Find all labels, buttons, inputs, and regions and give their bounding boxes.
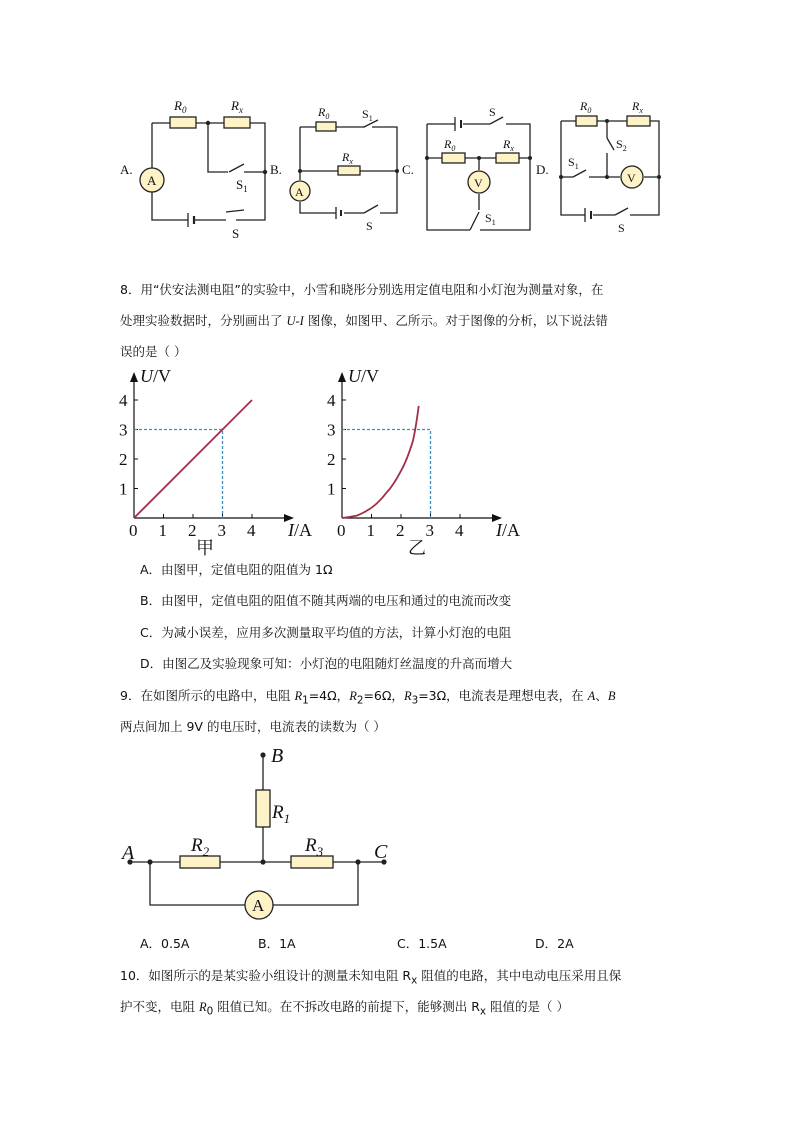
q8-line-1: 8．用“伏安法测电阻”的实验中，小雪和晓彤分别选用定值电阻和小灯泡为测量对象，在 <box>120 282 604 297</box>
y-axis-label: U/V <box>140 366 171 386</box>
q8-option-c[interactable]: C．为减小误差，应用多次测量取平均值的方法，计算小灯泡的电阻 <box>140 625 512 640</box>
svg-text:R0: $R_0$ <box>580 99 592 115</box>
q8-line-2: 处理实验数据时，分别画出了 U-I 图像，如图甲、乙所示。对于图像的分析，以下说法错 <box>120 313 608 328</box>
y-tick-label: 4 <box>327 391 336 410</box>
y-tick-label: 1 <box>119 479 128 499</box>
svg-text:Rx: $R_x$ <box>231 98 243 115</box>
svg-text:S: S <box>489 105 496 119</box>
svg-text:S1: $S_1$ <box>236 177 248 194</box>
circuit-d <box>536 99 661 235</box>
svg-text:S: S <box>618 221 625 235</box>
circuit-b-option-label: B. <box>270 162 282 177</box>
y-tick-label: 2 <box>119 450 128 469</box>
x-tick-label: 4 <box>247 521 256 540</box>
x-tick-label: 0 <box>129 521 138 540</box>
q8-option-a[interactable]: A．由图甲，定值电阻的阻值为 1Ω <box>140 562 333 577</box>
series-line <box>342 406 419 518</box>
chart-yi <box>318 362 548 562</box>
circuit-a <box>120 98 267 241</box>
svg-text:R0: $R_0$ <box>444 137 456 153</box>
circuit-b <box>270 105 399 233</box>
q9-option-d[interactable]: D．2A <box>535 936 574 951</box>
circuit-c-option-label: C. <box>402 162 414 177</box>
ammeter-a-label: A <box>147 173 157 188</box>
x-tick-label: 1 <box>158 521 167 540</box>
chart-jia <box>110 362 340 562</box>
svg-text:S1: $S_1$ <box>568 155 579 171</box>
svg-text:S2: $S_2$ <box>616 137 627 153</box>
series-line <box>134 400 252 518</box>
svg-text:V: V <box>627 171 636 185</box>
q9-option-c[interactable]: C．1.5A <box>397 936 447 951</box>
svg-text:A: A <box>295 185 304 199</box>
q9-option-a[interactable]: A．0.5A <box>140 936 190 951</box>
svg-text:V: V <box>474 176 483 190</box>
y-tick-label: 4 <box>119 391 128 410</box>
q9-point-a: A <box>122 842 135 864</box>
y-tick-label: 3 <box>119 420 128 440</box>
chart-title: 乙 <box>408 538 426 558</box>
x-tick-label: 2 <box>396 521 405 540</box>
svg-text:Rx: $R_x$ <box>632 99 643 115</box>
chart-title: 甲 <box>196 538 214 558</box>
q8-option-b[interactable]: B．由图甲，定值电阻的阻值不随其两端的电压和通过的电流而改变 <box>140 593 512 608</box>
q9-circuit-diagram <box>110 740 410 930</box>
x-tick-label: 1 <box>366 521 375 540</box>
q9-line-2: 两点间加上 9V 的电压时，电流表的读数为（ ） <box>120 719 386 734</box>
svg-text:S1: $S_1$ <box>362 107 373 123</box>
y-axis-arrow <box>130 372 138 382</box>
q8-line-3: 误的是（ ） <box>120 344 187 359</box>
svg-text:R1: $R_1$ <box>272 802 291 826</box>
svg-text:Rx: $R_x$ <box>342 150 353 166</box>
circuit-a-option-label: A. <box>120 162 133 177</box>
y-tick-label: 1 <box>327 479 336 499</box>
svg-text:Rx: $R_x$ <box>503 137 514 153</box>
circuit-d-option-label: D. <box>536 162 549 177</box>
q9-line-1: 9．在如图所示的电路中，电阻 $R_1=4\Omega$，$R_2=6\Omega$，$R_3=3\Omega$，电流表是理想电表，在 A、B <box>120 688 616 707</box>
x-tick-label: 2 <box>188 521 197 540</box>
q7-circuit-diagrams <box>0 90 794 250</box>
circuit-c <box>402 105 532 230</box>
x-tick-label: 0 <box>337 521 346 540</box>
x-tick-label: 3 <box>217 521 226 540</box>
q9-point-b: B <box>271 745 284 767</box>
y-tick-label: 3 <box>327 420 336 440</box>
svg-text:R2: $R_2$ <box>191 835 210 859</box>
x-axis-label: I/A <box>496 520 520 540</box>
svg-text:R0: $R_0$ <box>174 98 187 115</box>
x-tick-label: 4 <box>455 521 464 540</box>
q8-option-d[interactable]: D．由图乙及实验现象可知：小灯泡的电阻随灯丝温度的升高而增大 <box>140 656 513 671</box>
x-axis-label: I/A <box>288 520 312 540</box>
y-tick-label: 2 <box>327 450 336 469</box>
y-axis-arrow <box>338 372 346 382</box>
svg-text:R3: $R_3$ <box>305 835 324 859</box>
x-tick-label: 3 <box>425 521 434 540</box>
svg-text:S1: $S_1$ <box>485 211 496 227</box>
q9-point-c: C <box>374 841 388 863</box>
q10-line-2: 护不变，电阻 $R_0$ 阻值已知。在不拆改电路的前提下，能够测出 $R_x$ 阻值的是（ ） <box>120 999 570 1018</box>
q10-line-1: 10．如图所示的是某实验小组设计的测量未知电阻 $R_x$ 阻值的电路，其中电动电压采用且保 <box>120 968 622 987</box>
svg-text:S: S <box>366 219 373 233</box>
reference-dashed-line <box>342 430 431 519</box>
svg-text:R0: $R_0$ <box>318 105 330 121</box>
svg-text:S: S <box>232 226 240 241</box>
q9-ammeter-label: A <box>252 896 265 915</box>
y-axis-label: U/V <box>348 366 379 386</box>
q9-option-b[interactable]: B．1A <box>258 936 296 951</box>
